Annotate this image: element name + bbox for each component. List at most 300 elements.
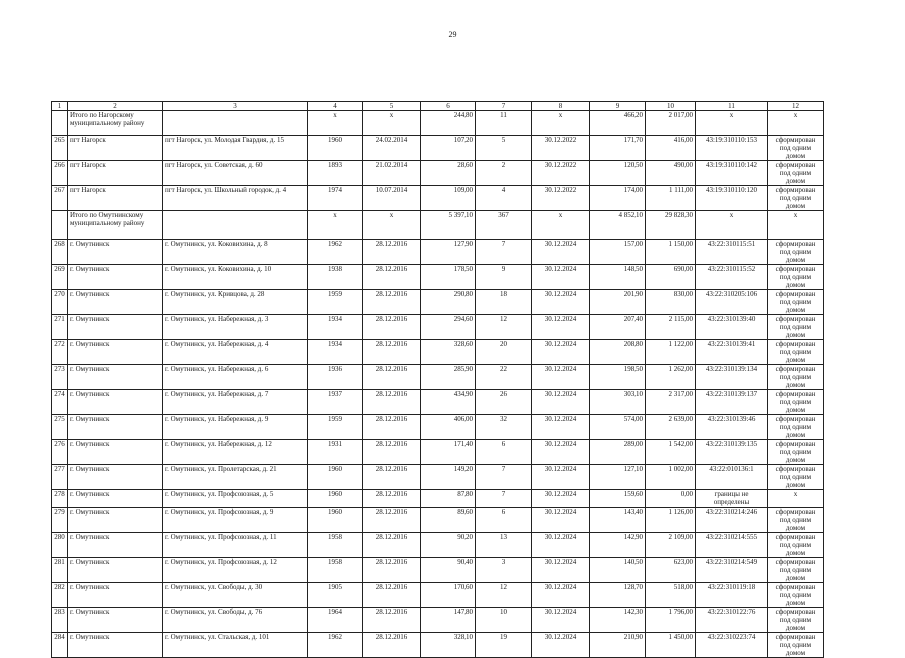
- deadline-cell: 30.12.2022: [532, 161, 590, 186]
- cadastral-cell: 43:22:310223:74: [696, 633, 768, 658]
- address-cell: [163, 211, 308, 240]
- table-row: [52, 186, 824, 211]
- year-cell: 1964: [308, 608, 363, 633]
- land-status-cell: сформирован под одним домом: [768, 265, 824, 290]
- residents-cell: 26: [476, 390, 532, 415]
- land-area-cell: 416,00: [646, 136, 696, 161]
- residents-cell: 7: [476, 465, 532, 490]
- row-number: 278: [52, 490, 68, 508]
- cadastral-cell: 43:22:310115:51: [696, 240, 768, 265]
- date-cell: 28.12.2016: [363, 440, 421, 465]
- area-cell: 290,80: [421, 290, 476, 315]
- address-cell: г. Омутнинск, ул. Пролетарская, д. 21: [163, 465, 308, 490]
- area-cell: 28,60: [421, 161, 476, 186]
- date-cell: 28.12.2016: [363, 315, 421, 340]
- date-cell: 28.12.2016: [363, 390, 421, 415]
- settlement-cell: г. Омутнинск: [68, 608, 163, 633]
- land-status-cell: сформирован под одним домом: [768, 533, 824, 558]
- land-status-cell: х: [768, 111, 824, 136]
- address-cell: г. Омутнинск, ул. Коковихина, д. 8: [163, 240, 308, 265]
- area-cell: 170,60: [421, 583, 476, 608]
- land-status-cell: сформирован под одним домом: [768, 415, 824, 440]
- cadastral-cell: 43:22:310214:555: [696, 533, 768, 558]
- subtotal-row: [52, 111, 824, 136]
- living-area-cell: 143,40: [590, 508, 646, 533]
- table-row: [52, 440, 824, 465]
- living-area-cell: 148,50: [590, 265, 646, 290]
- living-area-cell: 127,10: [590, 465, 646, 490]
- row-number: 266: [52, 161, 68, 186]
- date-cell: 28.12.2016: [363, 490, 421, 508]
- deadline-cell: 30.12.2022: [532, 186, 590, 211]
- year-cell: 1962: [308, 633, 363, 658]
- settlement-cell: г. Омутнинск: [68, 583, 163, 608]
- cadastral-cell: 43:22:310139:41: [696, 340, 768, 365]
- table-row: [52, 290, 824, 315]
- table-row: [52, 465, 824, 490]
- land-status-cell: сформирован под одним домом: [768, 290, 824, 315]
- settlement-cell: г. Омутнинск: [68, 508, 163, 533]
- year-cell: 1958: [308, 533, 363, 558]
- year-cell: 1959: [308, 290, 363, 315]
- living-area-cell: 574,00: [590, 415, 646, 440]
- land-area-cell: 1 111,00: [646, 186, 696, 211]
- year-cell: 1934: [308, 315, 363, 340]
- address-cell: г. Омутнинск, ул. Свободы, д. 30: [163, 583, 308, 608]
- deadline-cell: 30.12.2024: [532, 583, 590, 608]
- column-header: 10: [646, 102, 696, 111]
- area-cell: 127,90: [421, 240, 476, 265]
- cadastral-cell: 43:19:310110:142: [696, 161, 768, 186]
- table-row: [52, 240, 824, 265]
- residents-cell: 6: [476, 440, 532, 465]
- settlement-cell: пгт Нагорск: [68, 161, 163, 186]
- year-cell: 1938: [308, 265, 363, 290]
- row-number: 283: [52, 608, 68, 633]
- address-cell: г. Омутнинск, ул. Свободы, д. 76: [163, 608, 308, 633]
- address-cell: г. Омутнинск, ул. Стальская, д. 101: [163, 633, 308, 658]
- land-status-cell: сформирован под одним домом: [768, 558, 824, 583]
- settlement-cell: г. Омутнинск: [68, 240, 163, 265]
- address-cell: г. Омутнинск, ул. Набережная, д. 4: [163, 340, 308, 365]
- year-cell: х: [308, 111, 363, 136]
- land-area-cell: 690,00: [646, 265, 696, 290]
- row-number: 280: [52, 533, 68, 558]
- settlement-cell: г. Омутнинск: [68, 490, 163, 508]
- land-area-cell: 2 639,00: [646, 415, 696, 440]
- area-cell: 178,50: [421, 265, 476, 290]
- deadline-cell: 30.12.2024: [532, 533, 590, 558]
- year-cell: 1905: [308, 583, 363, 608]
- year-cell: 1960: [308, 508, 363, 533]
- residents-cell: 20: [476, 340, 532, 365]
- area-cell: 107,20: [421, 136, 476, 161]
- date-cell: 28.12.2016: [363, 558, 421, 583]
- land-area-cell: 2 317,00: [646, 390, 696, 415]
- residents-cell: 4: [476, 186, 532, 211]
- deadline-cell: 30.12.2024: [532, 415, 590, 440]
- residents-cell: 18: [476, 290, 532, 315]
- subtotal-row: [52, 211, 824, 240]
- date-cell: 28.12.2016: [363, 608, 421, 633]
- living-area-cell: 201,90: [590, 290, 646, 315]
- date-cell: 28.12.2016: [363, 508, 421, 533]
- row-number: [52, 111, 68, 136]
- living-area-cell: 4 852,10: [590, 211, 646, 240]
- deadline-cell: 30.12.2024: [532, 608, 590, 633]
- cadastral-cell: границы не определены: [696, 490, 768, 508]
- year-cell: 1960: [308, 490, 363, 508]
- living-area-cell: 466,20: [590, 111, 646, 136]
- year-cell: х: [308, 211, 363, 240]
- row-number: 269: [52, 265, 68, 290]
- residents-cell: 7: [476, 490, 532, 508]
- living-area-cell: 174,00: [590, 186, 646, 211]
- settlement-cell: г. Омутнинск: [68, 633, 163, 658]
- cadastral-cell: 43:22:310214:246: [696, 508, 768, 533]
- year-cell: 1936: [308, 365, 363, 390]
- table-row: [52, 633, 824, 658]
- column-header: 6: [421, 102, 476, 111]
- settlement-cell: Итого по Омутнинскому муниципальному району: [68, 211, 163, 240]
- address-cell: г. Омутнинск, ул. Набережная, д. 7: [163, 390, 308, 415]
- residents-cell: 7: [476, 240, 532, 265]
- cadastral-cell: 43:22:310214:549: [696, 558, 768, 583]
- date-cell: 28.12.2016: [363, 465, 421, 490]
- row-number: 273: [52, 365, 68, 390]
- row-number: 284: [52, 633, 68, 658]
- table-row: [52, 608, 824, 633]
- deadline-cell: 30.12.2024: [532, 508, 590, 533]
- settlement-cell: г. Омутнинск: [68, 315, 163, 340]
- residents-cell: 19: [476, 633, 532, 658]
- date-cell: 28.12.2016: [363, 290, 421, 315]
- row-number: 275: [52, 415, 68, 440]
- table-row: [52, 490, 824, 508]
- table-row: [52, 533, 824, 558]
- residents-cell: 12: [476, 315, 532, 340]
- land-area-cell: 1 122,00: [646, 340, 696, 365]
- residents-cell: 3: [476, 558, 532, 583]
- column-header: 2: [68, 102, 163, 111]
- table-row: [52, 265, 824, 290]
- year-cell: 1962: [308, 240, 363, 265]
- date-cell: 10.07.2014: [363, 186, 421, 211]
- land-area-cell: 830,00: [646, 290, 696, 315]
- land-area-cell: 1 262,00: [646, 365, 696, 390]
- deadline-cell: 30.12.2024: [532, 315, 590, 340]
- area-cell: 5 397,10: [421, 211, 476, 240]
- land-status-cell: сформирован под одним домом: [768, 583, 824, 608]
- date-cell: 28.12.2016: [363, 533, 421, 558]
- cadastral-cell: 43:22:310119:18: [696, 583, 768, 608]
- land-status-cell: сформирован под одним домом: [768, 161, 824, 186]
- area-cell: 147,80: [421, 608, 476, 633]
- address-cell: пгт Нагорск, ул. Советская, д. 60: [163, 161, 308, 186]
- row-number: 265: [52, 136, 68, 161]
- row-number: 268: [52, 240, 68, 265]
- land-status-cell: х: [768, 490, 824, 508]
- land-area-cell: 518,00: [646, 583, 696, 608]
- address-cell: г. Омутнинск, ул. Набережная, д. 6: [163, 365, 308, 390]
- row-number: 276: [52, 440, 68, 465]
- residents-cell: 12: [476, 583, 532, 608]
- column-header: 7: [476, 102, 532, 111]
- area-cell: 434,90: [421, 390, 476, 415]
- address-cell: г. Омутнинск, ул. Профсоюзная, д. 11: [163, 533, 308, 558]
- settlement-cell: г. Омутнинск: [68, 415, 163, 440]
- area-cell: 149,20: [421, 465, 476, 490]
- settlement-cell: г. Омутнинск: [68, 390, 163, 415]
- row-number: [52, 211, 68, 240]
- residents-cell: 22: [476, 365, 532, 390]
- table-row: [52, 415, 824, 440]
- residents-cell: 10: [476, 608, 532, 633]
- date-cell: 28.12.2016: [363, 340, 421, 365]
- settlement-cell: Итого по Нагорскому муниципальному району: [68, 111, 163, 136]
- row-number: 270: [52, 290, 68, 315]
- year-cell: 1960: [308, 136, 363, 161]
- deadline-cell: 30.12.2024: [532, 390, 590, 415]
- deadline-cell: 30.12.2024: [532, 290, 590, 315]
- land-status-cell: сформирован под одним домом: [768, 508, 824, 533]
- cadastral-cell: х: [696, 111, 768, 136]
- land-area-cell: 0,00: [646, 490, 696, 508]
- land-area-cell: 1 126,00: [646, 508, 696, 533]
- area-cell: 171,40: [421, 440, 476, 465]
- area-cell: 90,20: [421, 533, 476, 558]
- table-row: [52, 161, 824, 186]
- year-cell: 1934: [308, 340, 363, 365]
- column-header: 11: [696, 102, 768, 111]
- land-area-cell: 2 017,00: [646, 111, 696, 136]
- settlement-cell: г. Омутнинск: [68, 290, 163, 315]
- row-number: 272: [52, 340, 68, 365]
- land-area-cell: 490,00: [646, 161, 696, 186]
- land-area-cell: 2 115,00: [646, 315, 696, 340]
- deadline-cell: 30.12.2024: [532, 265, 590, 290]
- year-cell: 1893: [308, 161, 363, 186]
- address-cell: г. Омутнинск, ул. Кривцова, д. 28: [163, 290, 308, 315]
- deadline-cell: 30.12.2024: [532, 340, 590, 365]
- area-cell: 328,60: [421, 340, 476, 365]
- row-number: 282: [52, 583, 68, 608]
- deadline-cell: 30.12.2022: [532, 136, 590, 161]
- residents-cell: 6: [476, 508, 532, 533]
- residents-cell: 2: [476, 161, 532, 186]
- living-area-cell: 142,90: [590, 533, 646, 558]
- deadline-cell: х: [532, 111, 590, 136]
- date-cell: 24.02.2014: [363, 136, 421, 161]
- living-area-cell: 140,50: [590, 558, 646, 583]
- settlement-cell: пгт Нагорск: [68, 136, 163, 161]
- column-header: 3: [163, 102, 308, 111]
- table-row: [52, 315, 824, 340]
- year-cell: 1937: [308, 390, 363, 415]
- cadastral-cell: 43:19:310110:153: [696, 136, 768, 161]
- address-cell: пгт Нагорск, ул. Школьный городок, д. 4: [163, 186, 308, 211]
- living-area-cell: 157,00: [590, 240, 646, 265]
- land-status-cell: сформирован под одним домом: [768, 365, 824, 390]
- cadastral-cell: 43:22:310122:76: [696, 608, 768, 633]
- housing-table: [51, 101, 824, 658]
- living-area-cell: 142,30: [590, 608, 646, 633]
- address-cell: пгт Нагорск, ул. Молодая Гвардия, д. 15: [163, 136, 308, 161]
- living-area-cell: 289,00: [590, 440, 646, 465]
- address-cell: г. Омутнинск, ул. Профсоюзная, д. 12: [163, 558, 308, 583]
- column-header: 8: [532, 102, 590, 111]
- date-cell: 28.12.2016: [363, 365, 421, 390]
- area-cell: 244,80: [421, 111, 476, 136]
- year-cell: 1974: [308, 186, 363, 211]
- cadastral-cell: 43:22:310139:137: [696, 390, 768, 415]
- deadline-cell: 30.12.2024: [532, 465, 590, 490]
- address-cell: г. Омутнинск, ул. Набережная, д. 12: [163, 440, 308, 465]
- date-cell: 28.12.2016: [363, 265, 421, 290]
- row-number: 271: [52, 315, 68, 340]
- cadastral-cell: 43:22:310139:46: [696, 415, 768, 440]
- cadastral-cell: 43:22:310139:40: [696, 315, 768, 340]
- address-cell: г. Омутнинск, ул. Набережная, д. 9: [163, 415, 308, 440]
- area-cell: 90,40: [421, 558, 476, 583]
- residents-cell: 13: [476, 533, 532, 558]
- year-cell: 1960: [308, 465, 363, 490]
- cadastral-cell: 43:22:310205:106: [696, 290, 768, 315]
- header-row: [52, 102, 824, 111]
- area-cell: 109,00: [421, 186, 476, 211]
- deadline-cell: 30.12.2024: [532, 365, 590, 390]
- settlement-cell: пгт Нагорск: [68, 186, 163, 211]
- land-status-cell: сформирован под одним домом: [768, 390, 824, 415]
- row-number: 279: [52, 508, 68, 533]
- settlement-cell: г. Омутнинск: [68, 365, 163, 390]
- cadastral-cell: 43:22:010136:1: [696, 465, 768, 490]
- table-row: [52, 340, 824, 365]
- date-cell: 28.12.2016: [363, 240, 421, 265]
- date-cell: х: [363, 211, 421, 240]
- page-number: 29: [448, 30, 457, 39]
- land-status-cell: сформирован под одним домом: [768, 340, 824, 365]
- living-area-cell: 198,50: [590, 365, 646, 390]
- year-cell: 1931: [308, 440, 363, 465]
- land-status-cell: сформирован под одним домом: [768, 465, 824, 490]
- land-status-cell: сформирован под одним домом: [768, 440, 824, 465]
- living-area-cell: 303,10: [590, 390, 646, 415]
- land-area-cell: 1 150,00: [646, 240, 696, 265]
- cadastral-cell: 43:22:310139:134: [696, 365, 768, 390]
- address-cell: г. Омутнинск, ул. Профсоюзная, д. 9: [163, 508, 308, 533]
- settlement-cell: г. Омутнинск: [68, 558, 163, 583]
- land-area-cell: 1 002,00: [646, 465, 696, 490]
- date-cell: 28.12.2016: [363, 583, 421, 608]
- residents-cell: 32: [476, 415, 532, 440]
- date-cell: 21.02.2014: [363, 161, 421, 186]
- address-cell: [163, 111, 308, 136]
- living-area-cell: 171,70: [590, 136, 646, 161]
- area-cell: 285,90: [421, 365, 476, 390]
- deadline-cell: 30.12.2024: [532, 240, 590, 265]
- date-cell: 28.12.2016: [363, 633, 421, 658]
- land-area-cell: 1 450,00: [646, 633, 696, 658]
- deadline-cell: 30.12.2024: [532, 633, 590, 658]
- column-header: 1: [52, 102, 68, 111]
- settlement-cell: г. Омутнинск: [68, 340, 163, 365]
- land-status-cell: сформирован под одним домом: [768, 633, 824, 658]
- land-status-cell: сформирован под одним домом: [768, 136, 824, 161]
- row-number: 281: [52, 558, 68, 583]
- row-number: 274: [52, 390, 68, 415]
- date-cell: 28.12.2016: [363, 415, 421, 440]
- land-area-cell: 1 796,00: [646, 608, 696, 633]
- deadline-cell: х: [532, 211, 590, 240]
- deadline-cell: 30.12.2024: [532, 440, 590, 465]
- table-row: [52, 558, 824, 583]
- living-area-cell: 207,40: [590, 315, 646, 340]
- row-number: 277: [52, 465, 68, 490]
- column-header: 12: [768, 102, 824, 111]
- living-area-cell: 208,80: [590, 340, 646, 365]
- land-area-cell: 2 109,00: [646, 533, 696, 558]
- column-header: 5: [363, 102, 421, 111]
- settlement-cell: г. Омутнинск: [68, 533, 163, 558]
- row-number: 267: [52, 186, 68, 211]
- residents-cell: 367: [476, 211, 532, 240]
- cadastral-cell: 43:22:310139:135: [696, 440, 768, 465]
- area-cell: 294,60: [421, 315, 476, 340]
- address-cell: г. Омутнинск, ул. Набережная, д. 3: [163, 315, 308, 340]
- residents-cell: 5: [476, 136, 532, 161]
- cadastral-cell: х: [696, 211, 768, 240]
- year-cell: 1958: [308, 558, 363, 583]
- date-cell: х: [363, 111, 421, 136]
- table-row: [52, 583, 824, 608]
- land-status-cell: сформирован под одним домом: [768, 608, 824, 633]
- land-status-cell: сформирован под одним домом: [768, 315, 824, 340]
- living-area-cell: 210,90: [590, 633, 646, 658]
- table-row: [52, 136, 824, 161]
- area-cell: 87,80: [421, 490, 476, 508]
- table-row: [52, 390, 824, 415]
- settlement-cell: г. Омутнинск: [68, 265, 163, 290]
- address-cell: г. Омутнинск, ул. Профсоюзная, д. 5: [163, 490, 308, 508]
- area-cell: 328,10: [421, 633, 476, 658]
- deadline-cell: 30.12.2024: [532, 558, 590, 583]
- column-header: 4: [308, 102, 363, 111]
- residents-cell: 11: [476, 111, 532, 136]
- land-area-cell: 623,00: [646, 558, 696, 583]
- column-header: 9: [590, 102, 646, 111]
- land-area-cell: 1 542,00: [646, 440, 696, 465]
- cadastral-cell: 43:22:310115:52: [696, 265, 768, 290]
- land-status-cell: сформирован под одним домом: [768, 240, 824, 265]
- living-area-cell: 120,50: [590, 161, 646, 186]
- land-status-cell: сформирован под одним домом: [768, 186, 824, 211]
- cadastral-cell: 43:19:310110:120: [696, 186, 768, 211]
- living-area-cell: 128,70: [590, 583, 646, 608]
- area-cell: 406,00: [421, 415, 476, 440]
- table-row: [52, 508, 824, 533]
- land-area-cell: 29 828,30: [646, 211, 696, 240]
- settlement-cell: г. Омутнинск: [68, 465, 163, 490]
- land-status-cell: х: [768, 211, 824, 240]
- year-cell: 1959: [308, 415, 363, 440]
- address-cell: г. Омутнинск, ул. Коковихина, д. 10: [163, 265, 308, 290]
- table-row: [52, 365, 824, 390]
- residents-cell: 9: [476, 265, 532, 290]
- living-area-cell: 159,60: [590, 490, 646, 508]
- deadline-cell: 30.12.2024: [532, 490, 590, 508]
- settlement-cell: г. Омутнинск: [68, 440, 163, 465]
